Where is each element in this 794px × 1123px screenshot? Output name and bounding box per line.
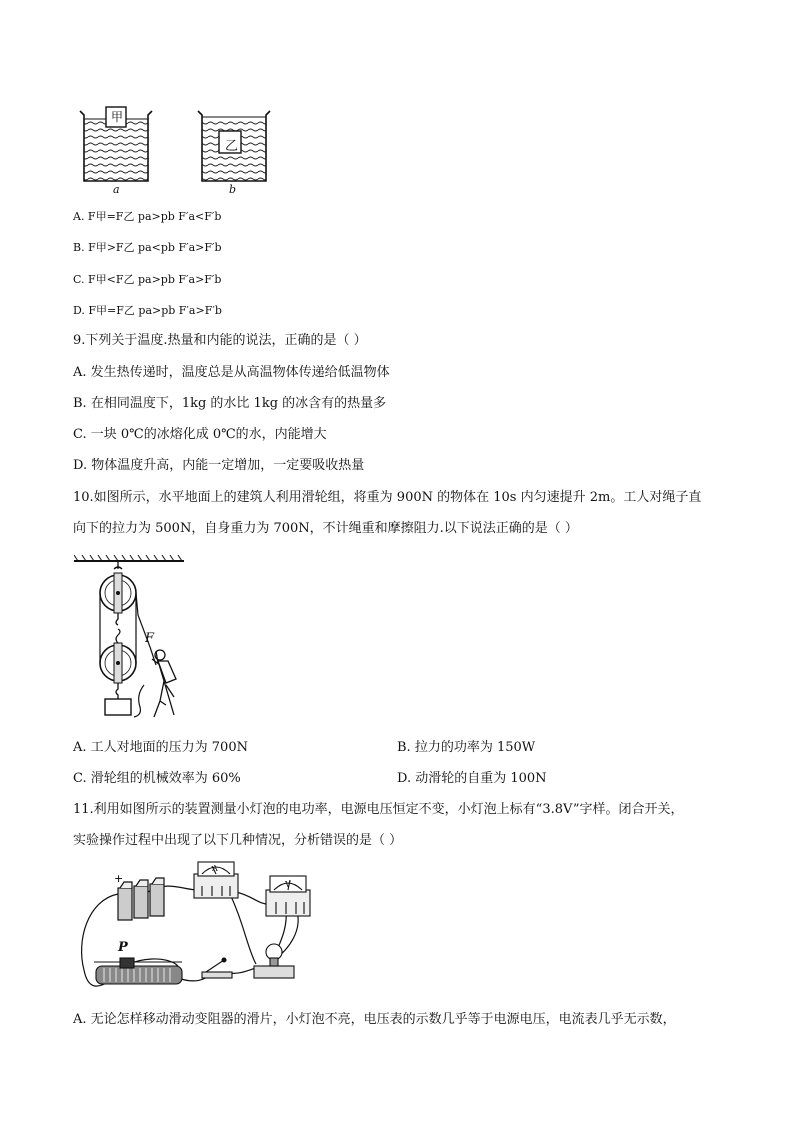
q9-option-a: A. 发生热传递时，温度总是从高温物体传递给低温物体 [73,365,390,380]
q9-option-c: C. 一块 0℃的冰熔化成 0℃的水，内能增大 [73,427,327,442]
q10-option-c: C. 滑轮组的机械效率为 60% [73,771,241,786]
svg-text:+: + [114,872,124,885]
block-yi-label: 乙 [225,139,239,154]
beaker-a-caption: a [113,183,120,196]
slider-label: P [118,940,128,955]
movable-pulley [100,629,136,699]
q8-option-a: A. F甲=F乙 pa>pb F′a<F′b [73,210,222,223]
fixed-pulley [100,561,136,625]
q10-option-b: B. 拉力的功率为 150W [397,740,536,755]
ammeter-label: A [212,864,218,873]
q8-option-d: D. F甲=F乙 pa>pb F′a>F′b [73,304,222,317]
q9-stem: 9.下列关于温度.热量和内能的说法，正确的是（ ） [73,333,367,348]
beaker-figure [78,105,278,197]
q10-option-d: D. 动滑轮的自重为 100N [397,771,547,786]
pulley-figure [74,555,194,721]
q8-option-b: B. F甲>F乙 pa<pb F′a>F′b [73,241,222,254]
q10-stem-line2: 向下的拉力为 500N，自身重力为 700N，不计绳重和摩擦阻力.以下说法正确的是（ ） [73,521,578,536]
q10-option-a: A. 工人对地面的压力为 700N [73,740,248,755]
voltmeter-label: V [285,880,291,889]
block-jia-label: 甲 [111,110,124,124]
battery [118,878,164,920]
circuit-figure [78,860,338,1000]
rheostat [94,958,182,984]
force-label: F [145,631,155,646]
q10-stem-line1: 10.如图所示，水平地面上的建筑人利用滑轮组，将重为 900N 的物体在 10s 内匀速提升 2m。工人对绳子直 [73,490,702,505]
beaker-b-caption: b [229,183,237,196]
q11-stem-line2: 实验操作过程中出现了以下几种情况，分析错误的是（ ） [73,833,403,848]
q9-option-d: D. 物体温度升高，内能一定增加，一定要吸收热量 [73,458,365,473]
worker [152,650,176,717]
bulb [254,944,294,978]
q11-option-a: A. 无论怎样移动滑动变阻器的滑片，小灯泡不亮，电压表的示数几乎等于电源电压，电流表几乎无示数， [73,1012,676,1027]
load-block [105,699,131,715]
q11-stem-line1: 11.利用如图所示的装置测量小灯泡的电功率，电源电压恒定不变，小灯泡上标有“3.8V”字样。闭合开关， [73,802,684,817]
q8-option-c: C. F甲<F乙 pa>pb F′a>F′b [73,273,222,286]
q9-option-b: B. 在相同温度下，1kg 的水比 1kg 的冰含有的热量多 [73,396,387,411]
switch [202,958,232,978]
